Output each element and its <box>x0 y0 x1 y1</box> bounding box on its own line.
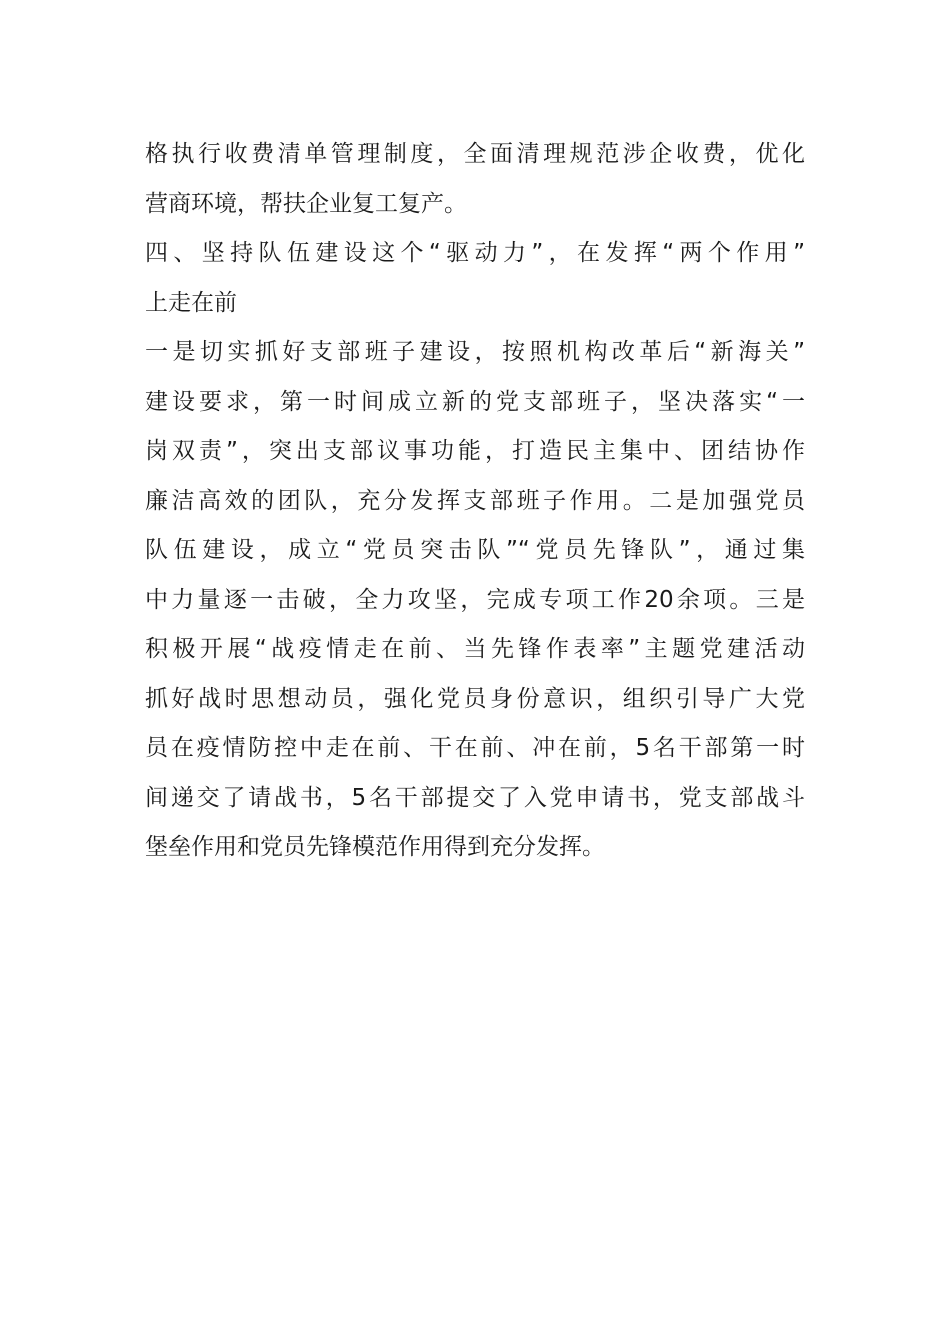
paragraph-line: 建设要求，第一时间成立新的党支部班子，坚决落实“一 <box>145 388 805 415</box>
section-heading-line: 上走在前 <box>145 289 237 316</box>
section-heading-line: 四、坚持队伍建设这个“驱动力”，在发挥“两个作用” <box>145 240 805 266</box>
paragraph-line: 间递交了请战书，5名干部提交了入党申请书，党支部战斗 <box>145 784 805 811</box>
paragraph-line: 员在疫情防控中走在前、干在前、冲在前，5名干部第一时 <box>145 735 805 761</box>
paragraph-line: 营商环境，帮扶企业复工复产。 <box>145 190 467 217</box>
paragraph-line: 一是切实抓好支部班子建设，按照机构改革后“新海关” <box>145 339 805 365</box>
paragraph-line: 廉洁高效的团队，充分发挥支部班子作用。二是加强党员 <box>145 487 805 514</box>
paragraph-line: 积极开展“战疫情走在前、当先锋作表率”主题党建活动 <box>145 636 805 662</box>
paragraph-line: 队伍建设，成立“党员突击队”“党员先锋队”，通过集 <box>145 537 805 563</box>
paragraph-line: 抓好战时思想动员，强化党员身份意识，组织引导广大党 <box>145 685 805 712</box>
paragraph-line: 堡垒作用和党员先锋模范作用得到充分发挥。 <box>145 834 605 860</box>
paragraph-line: 岗双责”，突出支部议事功能，打造民主集中、团结协作 <box>145 438 805 464</box>
body-text <box>145 130 805 873</box>
paragraph-line: 格执行收费清单管理制度，全面清理规范涉企收费，优化 <box>145 141 805 167</box>
paragraph-line: 中力量逐一击破，全力攻坚，完成专项工作20余项。三是 <box>145 586 805 613</box>
